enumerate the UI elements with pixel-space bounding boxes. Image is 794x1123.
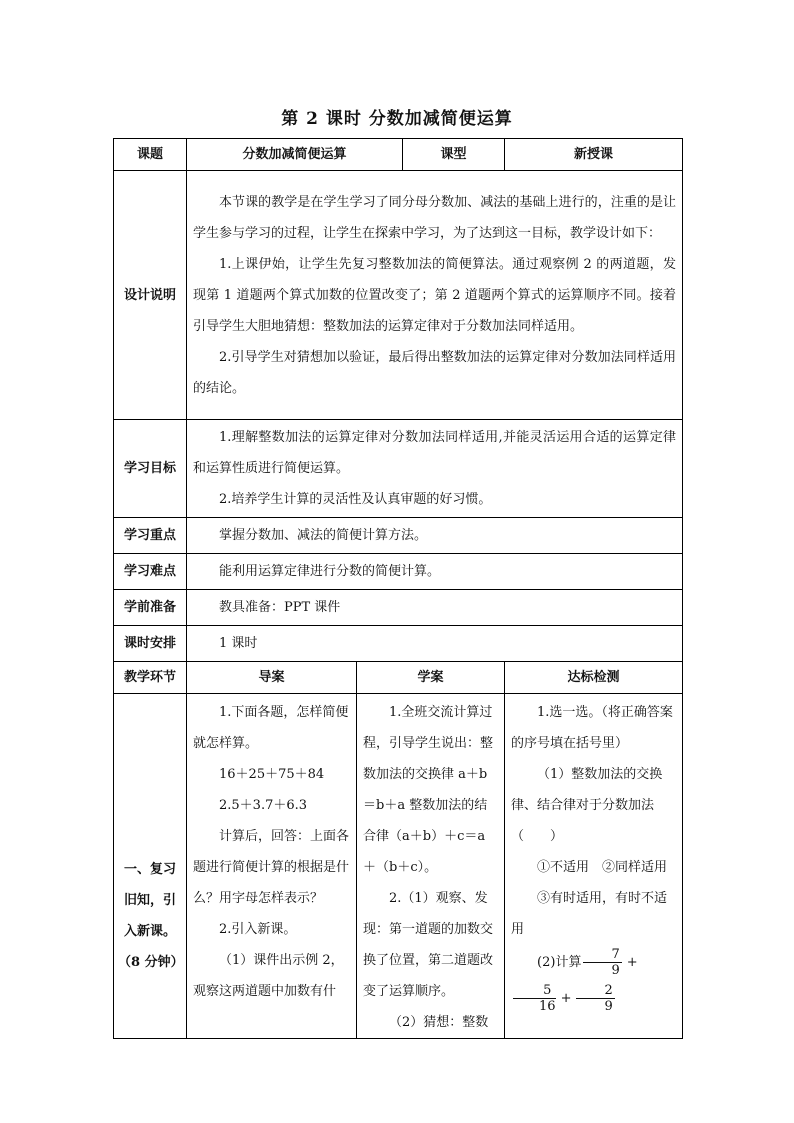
study-line-3: （2）猜想：整数 xyxy=(389,1015,489,1030)
fraction-1-denominator: 9 xyxy=(611,963,620,978)
check-line-4: ③有时适用，有时不适用 xyxy=(511,891,668,937)
study-header: 学案 xyxy=(357,662,505,694)
guide-header: 导案 xyxy=(187,662,357,694)
type-value: 新授课 xyxy=(505,139,683,171)
lesson-plan-table xyxy=(113,138,683,1039)
guide-line-2: 16＋25＋75＋84 xyxy=(219,767,325,782)
schedule-label: 课时安排 xyxy=(114,626,187,662)
type-label: 课型 xyxy=(403,139,505,171)
schedule-row xyxy=(114,626,683,662)
guide-line-1: 1.下面各题，怎样简便就怎样算。 xyxy=(193,705,349,751)
goals-paragraph-2: 2.培养学生计算的灵活性及认真审题的好习惯。 xyxy=(219,492,492,507)
check-line-3: ①不适用 ②同样适用 xyxy=(537,860,668,875)
fraction-2-numerator: 5 xyxy=(513,983,556,999)
difficulty-label: 学习难点 xyxy=(114,554,187,590)
study-line-1: 1.全班交流计算过程，引导学生说出：整数加法的交换律 a＋b＝b＋a 整数加法的结合律（a＋b）＋c＝a＋（b＋c）。 xyxy=(363,705,494,875)
guide-line-3: 2.5＋3.7＋6.3 xyxy=(219,798,308,813)
plus-sign-1: + xyxy=(626,955,638,970)
difficulty-value: 能利用运算定律进行分数的简便计算。 xyxy=(219,564,441,579)
study-line-2: 2.（1）观察、发现：第一道题的加数交换了位置，第二道题改变了运算顺序。 xyxy=(363,891,494,999)
goals-paragraph-1: 1.理解整数加法的运算定律对分数加法同样适用,并能灵活运用合适的运算定律和运算性质进行简便运算。 xyxy=(193,430,677,476)
design-paragraph-2: 1.上课伊始，让学生先复习整数加法的简便算法。通过观察例 2 的两道题，发现第 1 道题两个算式加数的位置改变了；第 2 道题两个算式的运算顺序不同。接着引导学生大胆地猜想：整数加法的运算定律对于分数加法同样适用。 xyxy=(193,256,677,334)
design-paragraph-1: 本节课的教学是在学生学习了同分母分数加、减法的基础上进行的，注重的是让学生参与学习的过程，让学生在探索中学习，为了达到这一目标，教学设计如下： xyxy=(193,194,677,241)
stage1-study-cell xyxy=(357,694,505,1039)
fraction-2 xyxy=(513,983,556,1014)
fraction-3-denominator: 9 xyxy=(604,999,613,1014)
calc-label: (2)计算 xyxy=(537,955,582,970)
check-header: 达标检测 xyxy=(505,662,683,694)
difficulty-row xyxy=(114,554,683,590)
guide-line-6: （1）课件出示例 2，观察这两道题中加数有什 xyxy=(193,953,344,999)
topic-value: 分数加减简便运算 xyxy=(187,139,403,171)
stage-header: 教学环节 xyxy=(114,662,187,694)
design-row xyxy=(114,171,683,420)
stage1-name-cell xyxy=(114,694,187,1039)
stage1-row xyxy=(114,694,683,1039)
fraction-2-denominator: 16 xyxy=(539,999,556,1014)
preparation-row xyxy=(114,590,683,626)
fraction-3 xyxy=(576,983,614,1014)
difficulty-content xyxy=(187,554,683,590)
key-point-content xyxy=(187,518,683,554)
stage1-guide-cell xyxy=(187,694,357,1039)
stage1-check-cell xyxy=(505,694,683,1039)
key-point-value: 掌握分数加、减法的简便计算方法。 xyxy=(219,528,428,543)
preparation-label: 学前准备 xyxy=(114,590,187,626)
fraction-1 xyxy=(583,947,621,978)
preparation-value: 教具准备：PPT 课件 xyxy=(219,600,341,615)
stage1-name: 一、复习旧知，引入新课。（8 分钟） xyxy=(118,861,184,970)
design-paragraph-3: 2.引导学生对猜想加以验证，最后得出整数加法的运算定律对分数加法同样适用的结论。 xyxy=(193,349,677,396)
schedule-value: 1 课时 xyxy=(219,636,258,651)
key-point-label: 学习重点 xyxy=(114,518,187,554)
check-line-2: （1）整数加法的交换律、结合律对于分数加法（ ） xyxy=(511,767,663,844)
design-content xyxy=(187,171,683,420)
goals-label: 学习目标 xyxy=(114,420,187,518)
preparation-content xyxy=(187,590,683,626)
goals-row xyxy=(114,420,683,518)
check-line-1: 1.选一选。（将正确答案的序号填在括号里） xyxy=(511,705,673,751)
guide-line-5: 2.引入新课。 xyxy=(219,922,297,937)
key-point-row xyxy=(114,518,683,554)
guide-line-4: 计算后，回答：上面各题进行简便计算的根据是什么？用字母怎样表示？ xyxy=(193,829,350,906)
page-title: 第 2 课时 分数加减简便运算 xyxy=(281,109,513,129)
design-label: 设计说明 xyxy=(114,171,187,420)
topic-label: 课题 xyxy=(114,139,187,171)
fraction-3-numerator: 2 xyxy=(576,983,614,999)
check-line-5 xyxy=(511,945,676,1017)
schedule-content xyxy=(187,626,683,662)
stages-header-row xyxy=(114,662,683,694)
fraction-1-numerator: 7 xyxy=(583,947,621,963)
header-row xyxy=(114,139,683,171)
goals-content xyxy=(187,420,683,518)
plus-sign-2: + xyxy=(560,991,572,1006)
